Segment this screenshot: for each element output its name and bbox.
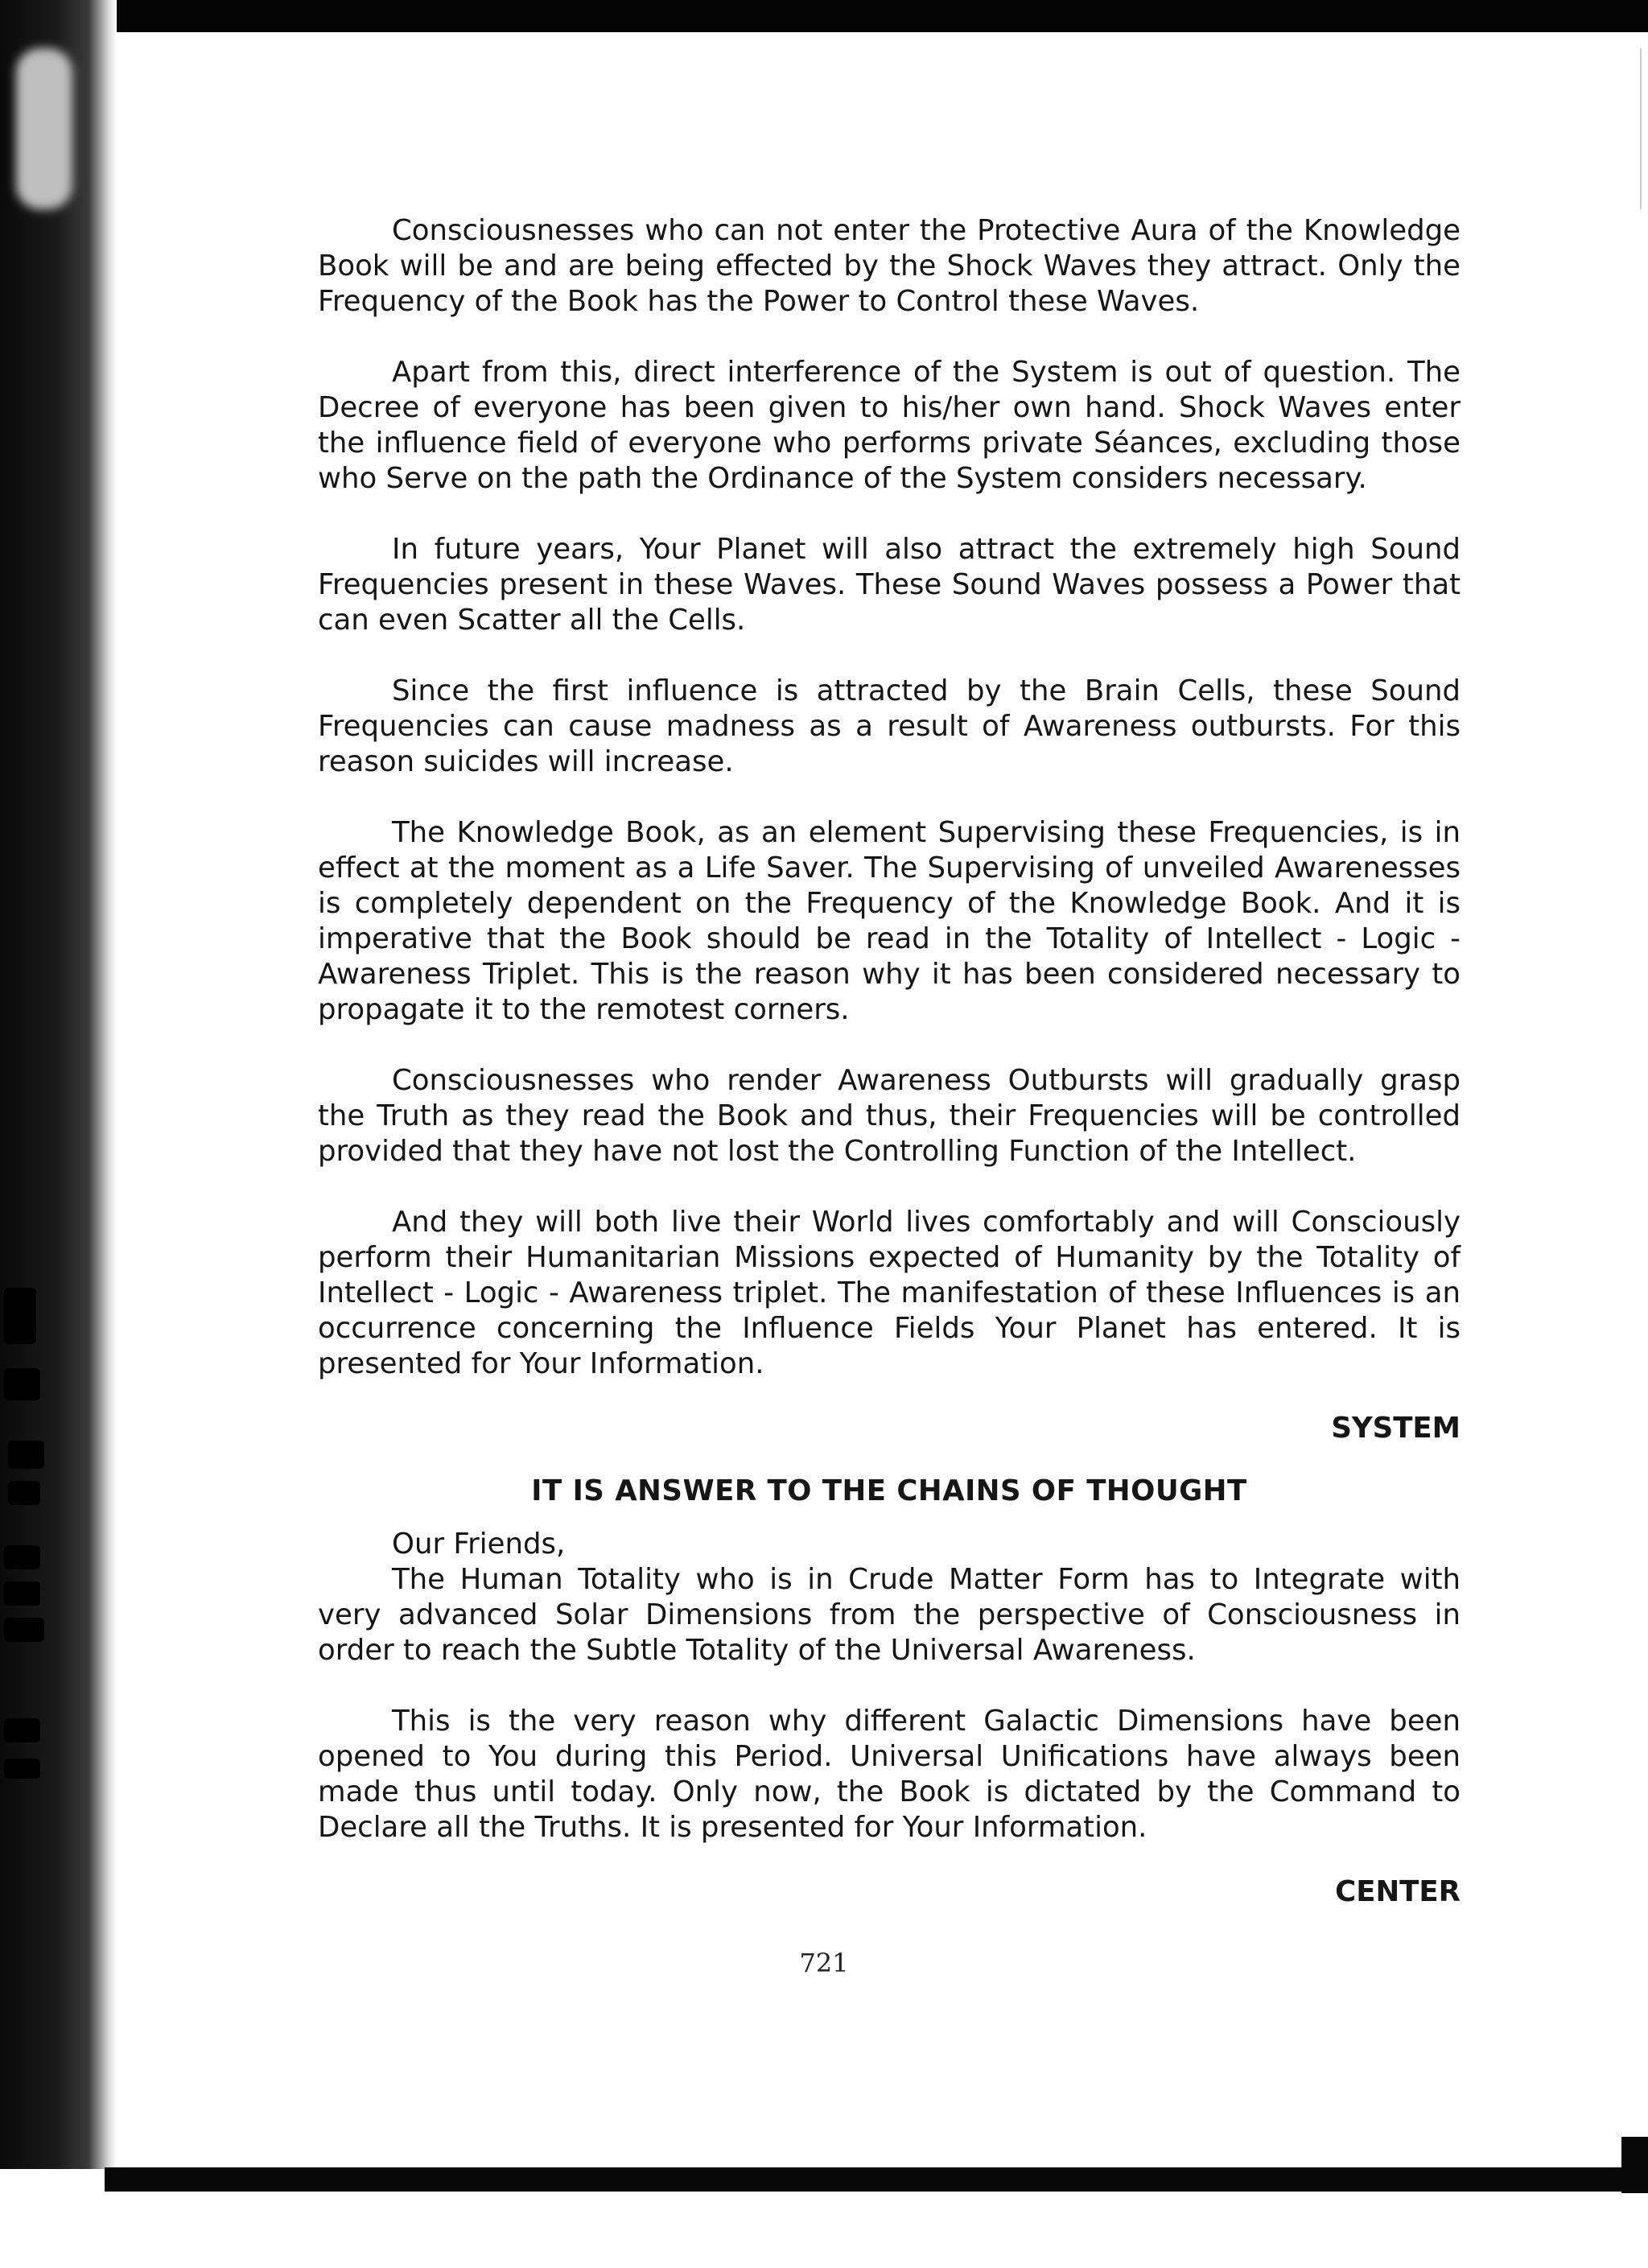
paragraph: Consciousnesses who can not enter the Protective Aura of the Knowledge Book will be and are being effected by the Shock Waves they attract. Only the Frequency of the Book has the Power to Control these Waves. [318,214,1461,318]
scan-artifact [4,1581,40,1606]
signature-center: CENTER [1335,1875,1461,1908]
page-number: 721 [799,1948,849,1978]
scan-artifact [16,48,72,209]
scan-artifact [4,1545,40,1569]
scan-artifact [4,1368,40,1400]
paragraph: Apart from this, direct interference of the System is out of question. The Decree of everyone has been given to his/her own hand. Shock Waves enter the influence field of everyone who performs private Séances, excluding those who Serve on the path the Ordinance of the System considers necessary. [318,356,1461,495]
scan-border-bottom [105,2167,1648,2192]
paragraph: The Human Totality who is in Crude Matter Form has to Integrate with very advanced Solar Dimensions from the perspective of Consciousness in order to reach the Subtle Totality of the Universal Awareness. [318,1563,1461,1667]
paragraph: Consciousnesses who render Awareness Outbursts will gradually grasp the Truth as they read the Book and thus, their Frequencies will be controlled provided that they have not lost the Controlling Function of the Intellect. [318,1064,1461,1168]
scan-artifact [4,1759,40,1779]
scan-border-top [0,0,1648,32]
document-page [318,213,1461,1937]
signature-system: SYSTEM [1331,1412,1461,1445]
paragraph: And they will both live their World lives comfortably and will Consciously perform their Humanitarian Missions expected of Humanity by the Totality of Intellect - Logic - Awareness triplet. The manifestation of these Influences is an occurrence concerning the Influence Fields Your Planet has entered. It is presented for Your Information. [318,1206,1461,1380]
scan-artifact [8,1481,40,1505]
scan-shadow-left [0,0,117,2169]
scan-artifact [4,1288,36,1344]
paragraph: The Knowledge Book, as an element Supervising these Frequencies, is in effect at the moment as a Life Saver. The Supervising of unveiled Awarenesses is completely dependent on the Frequency of the Knowledge Book. And it is imperative that the Book should be read in the Totality of Intellect - Logic - Awareness Triplet. This is the reason why it has been considered necessary to propagate it to the remotest corners. [318,816,1461,1026]
paragraph: In future years, Your Planet will also attract the extremely high Sound Frequencies present in these Waves. These Sound Waves possess a Power that can even Scatter all the Cells. [318,533,1461,637]
scan-artifact [4,1618,44,1642]
scan-border-corner [1621,2137,1648,2193]
paragraph: This is the very reason why different Galactic Dimensions have been opened to You during this Period. Universal Unifications have always been made thus until today. Only now, the Book is dictated by the Command to Declare all the Truths. It is presented for Your Information. [318,1705,1461,1844]
section-heading: IT IS ANSWER TO THE CHAINS OF THOUGHT [531,1474,1247,1507]
scan-artifact [4,1718,40,1742]
paragraph: Since the first influence is attracted by the Brain Cells, these Sound Frequencies can cause madness as a result of Awareness outbursts. For this reason suicides will increase. [318,674,1461,778]
salutation: Our Friends, [392,1528,566,1561]
scan-edge-right [1640,48,1642,209]
scan-artifact [8,1441,44,1469]
